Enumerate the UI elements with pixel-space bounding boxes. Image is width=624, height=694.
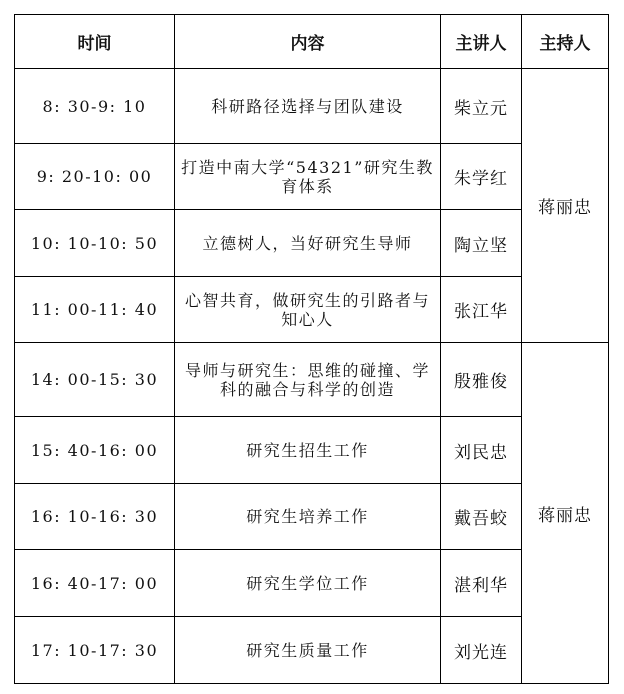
table-row [15,69,609,144]
content-cell: 导师与研究生：思维的碰撞、学科的融合与科学的创造 [175,343,441,417]
speaker-cell: 刘光连 [441,617,522,684]
content-cell: 打造中南大学“54321”研究生教育体系 [175,144,441,210]
speaker-cell: 朱学红 [441,144,522,210]
table-row [15,343,609,417]
time-cell: 9: 20-10: 00 [15,144,175,210]
speaker-cell: 戴吾蛟 [441,484,522,550]
speaker-cell: 刘民忠 [441,417,522,484]
speaker-cell: 湛利华 [441,550,522,617]
host-cell-afternoon: 蒋丽忠 [522,343,609,684]
table-row [15,484,609,550]
header-speaker: 主讲人 [441,15,522,69]
content-cell: 科研路径选择与团队建设 [175,69,441,144]
schedule-table [14,14,609,684]
time-cell: 16: 40-17: 00 [15,550,175,617]
content-cell: 立德树人，当好研究生导师 [175,210,441,277]
speaker-cell: 陶立坚 [441,210,522,277]
time-cell: 8: 30-9: 10 [15,69,175,144]
time-cell: 16: 10-16: 30 [15,484,175,550]
speaker-cell: 张江华 [441,277,522,343]
content-cell: 研究生学位工作 [175,550,441,617]
content-cell: 研究生质量工作 [175,617,441,684]
table-row [15,617,609,684]
host-cell-morning: 蒋丽忠 [522,69,609,343]
header-host: 主持人 [522,15,609,69]
table-row [15,550,609,617]
speaker-cell: 殷雅俊 [441,343,522,417]
table-row [15,144,609,210]
header-time: 时间 [15,15,175,69]
content-cell: 研究生招生工作 [175,417,441,484]
content-cell: 研究生培养工作 [175,484,441,550]
table-row [15,417,609,484]
time-cell: 15: 40-16: 00 [15,417,175,484]
table-row [15,277,609,343]
speaker-cell: 柴立元 [441,69,522,144]
table-row [15,210,609,277]
time-cell: 10: 10-10: 50 [15,210,175,277]
time-cell: 11: 00-11: 40 [15,277,175,343]
time-cell: 17: 10-17: 30 [15,617,175,684]
content-cell: 心智共育，做研究生的引路者与知心人 [175,277,441,343]
time-cell: 14: 00-15: 30 [15,343,175,417]
header-row [15,15,609,69]
header-content: 内容 [175,15,441,69]
